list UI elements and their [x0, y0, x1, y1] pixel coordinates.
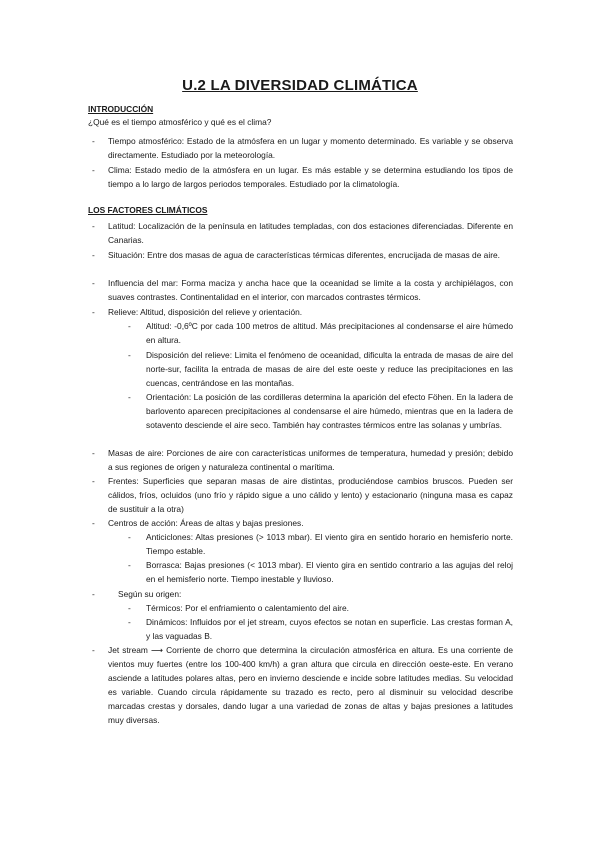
bullet-dash: - [128, 392, 131, 402]
bullet-dash: - [92, 518, 95, 528]
list-item-text: Disposición del relieve: Limita el fenómeno de oceanidad, dificulta la entrada de masas de aire del norte-sur, facilita la entrada de masas de aire del este oeste y reduce las precipitaciones en las cuencas, centrándose en las montañas. [146, 350, 513, 388]
list-item-text: Situación: Entre dos masas de agua de características térmicas diferentes, encrucijada de masas de aire. [108, 250, 500, 260]
bullet-dash: - [128, 532, 131, 542]
sub-list-item [128, 319, 513, 347]
list-item [92, 643, 513, 727]
sub-list-item [128, 615, 513, 643]
bullet-dash: - [128, 617, 131, 627]
bullet-dash: - [92, 165, 95, 175]
bullet-dash: - [92, 589, 95, 599]
bullet-dash: - [92, 307, 95, 317]
list-item [92, 276, 513, 304]
list-item-text: Según su origen: [118, 589, 182, 599]
list-item [92, 134, 513, 162]
bullet-dash: - [92, 250, 95, 260]
bullet-dash: - [128, 350, 131, 360]
list-item [92, 305, 513, 319]
list-item-text: Jet stream ⟶ Corriente de chorro que determina la circulación atmosférica en altura. Es una corriente de vientos muy fuertes (entre los 100-400 km/h) a gran altura que circula en dirección oeste-este. En verano asciende a latitudes polares altas, pero en invierno desciende e incide sobre latitudes medias. Su velocidad es variable. Cuando circula rápidamente su trazado es recto, pero al disminuir su velocidad describe marcadas crestas y dorsales, dando lugar a una variedad de zonas de altas y bajas presiones a latitudes muy diversas. [108, 645, 513, 725]
intro-question: ¿Qué es el tiempo atmosférico y qué es el clima? [88, 117, 272, 127]
list-item-text: Influencia del mar: Forma maciza y ancha hace que la oceanidad se limite a la costa y archipiélagos, con suaves contrastes. Continentalidad en el interior, con marcados contrastes térmicos. [108, 278, 513, 302]
list-item-text: Anticiclones: Altas presiones (> 1013 mbar). El viento gira en sentido horario en hemisferio norte. Tiempo estable. [146, 532, 513, 556]
list-item [92, 248, 513, 262]
list-item-text: Orientación: La posición de las cordilleras determina la aparición del efecto Föhen. En la ladera de barlovento aparecen precipitaciones al condensarse el aire húmedo, mientras que en la ladera de sotavento desciende el aire seco. También hay contrastes térmicos entre las solanas y umbrías. [146, 392, 513, 430]
list-item [92, 446, 513, 474]
list-item-text: Térmicos: Por el enfriamiento o calentamiento del aire. [146, 603, 349, 613]
list-item [92, 587, 523, 601]
list-item-text: Centros de acción: Áreas de altas y bajas presiones. [108, 518, 304, 528]
list-item-text: Dinámicos: Influidos por el jet stream, cuyos efectos se notan en superficie. Las crestas forman A, y las vaguadas B. [146, 617, 513, 641]
list-item-text: Clima: Estado medio de la atmósfera en un lugar. Es más estable y se determina estudiando los tipos de tiempo a lo largo de largos periodos temporales. Estudiado por la climatología. [108, 165, 513, 189]
sub-list-item [128, 348, 513, 390]
sub-list-item [128, 530, 513, 558]
bullet-dash: - [92, 221, 95, 231]
list-item-text: Tiempo atmosférico: Estado de la atmósfera en un lugar y momento determinado. Es variable y se observa directamente. Estudiado por la meteorología. [108, 136, 513, 160]
list-item [92, 219, 513, 247]
sub-list-item [128, 390, 513, 432]
list-item [92, 516, 513, 530]
intro-heading: INTRODUCCIÓN [88, 104, 154, 114]
sub-list-item [128, 601, 513, 615]
bullet-dash: - [92, 645, 95, 655]
list-item-text: Frentes: Superficies que separan masas de aire distintas, produciéndose cambios bruscos. Pueden ser cálidos, fríos, ocluidos (uno frío y rápido sigue a uno cálido y lento) y estacionario (ninguna masa es capaz de sustituir a la otra) [108, 476, 513, 514]
bullet-dash: - [128, 560, 131, 570]
bullet-dash: - [92, 278, 95, 288]
bullet-dash: - [128, 321, 131, 331]
list-item-text: Latitud: Localización de la península en latitudes templadas, con dos estaciones diferenciadas. Diferente en Canarias. [108, 221, 513, 245]
list-item-text: Relieve: Altitud, disposición del relieve y orientación. [108, 307, 303, 317]
list-item [92, 474, 513, 516]
bullet-dash: - [92, 136, 95, 146]
bullet-dash: - [92, 476, 95, 486]
list-item-text: Masas de aire: Porciones de aire con características uniformes de temperatura, humedad y presión; debido a sus regiones de origen y naturaleza continental o marítima. [108, 448, 513, 472]
page-title: U.2 LA DIVERSIDAD CLIMÁTICA [182, 77, 418, 94]
list-item-text: Borrasca: Bajas presiones (< 1013 mbar). El viento gira en sentido contrario a las agujas del reloj en el hemisferio norte. Tiempo inestable y lluvioso. [146, 560, 513, 584]
bullet-dash: - [128, 603, 131, 613]
list-item [92, 163, 513, 191]
factors-heading: LOS FACTORES CLIMÁTICOS [88, 205, 208, 215]
sub-list-item [128, 558, 513, 586]
list-item-text: Altitud: -0,6ºC por cada 100 metros de altitud. Más precipitaciones al condensarse el aire húmedo en altura. [146, 321, 513, 345]
bullet-dash: - [92, 448, 95, 458]
